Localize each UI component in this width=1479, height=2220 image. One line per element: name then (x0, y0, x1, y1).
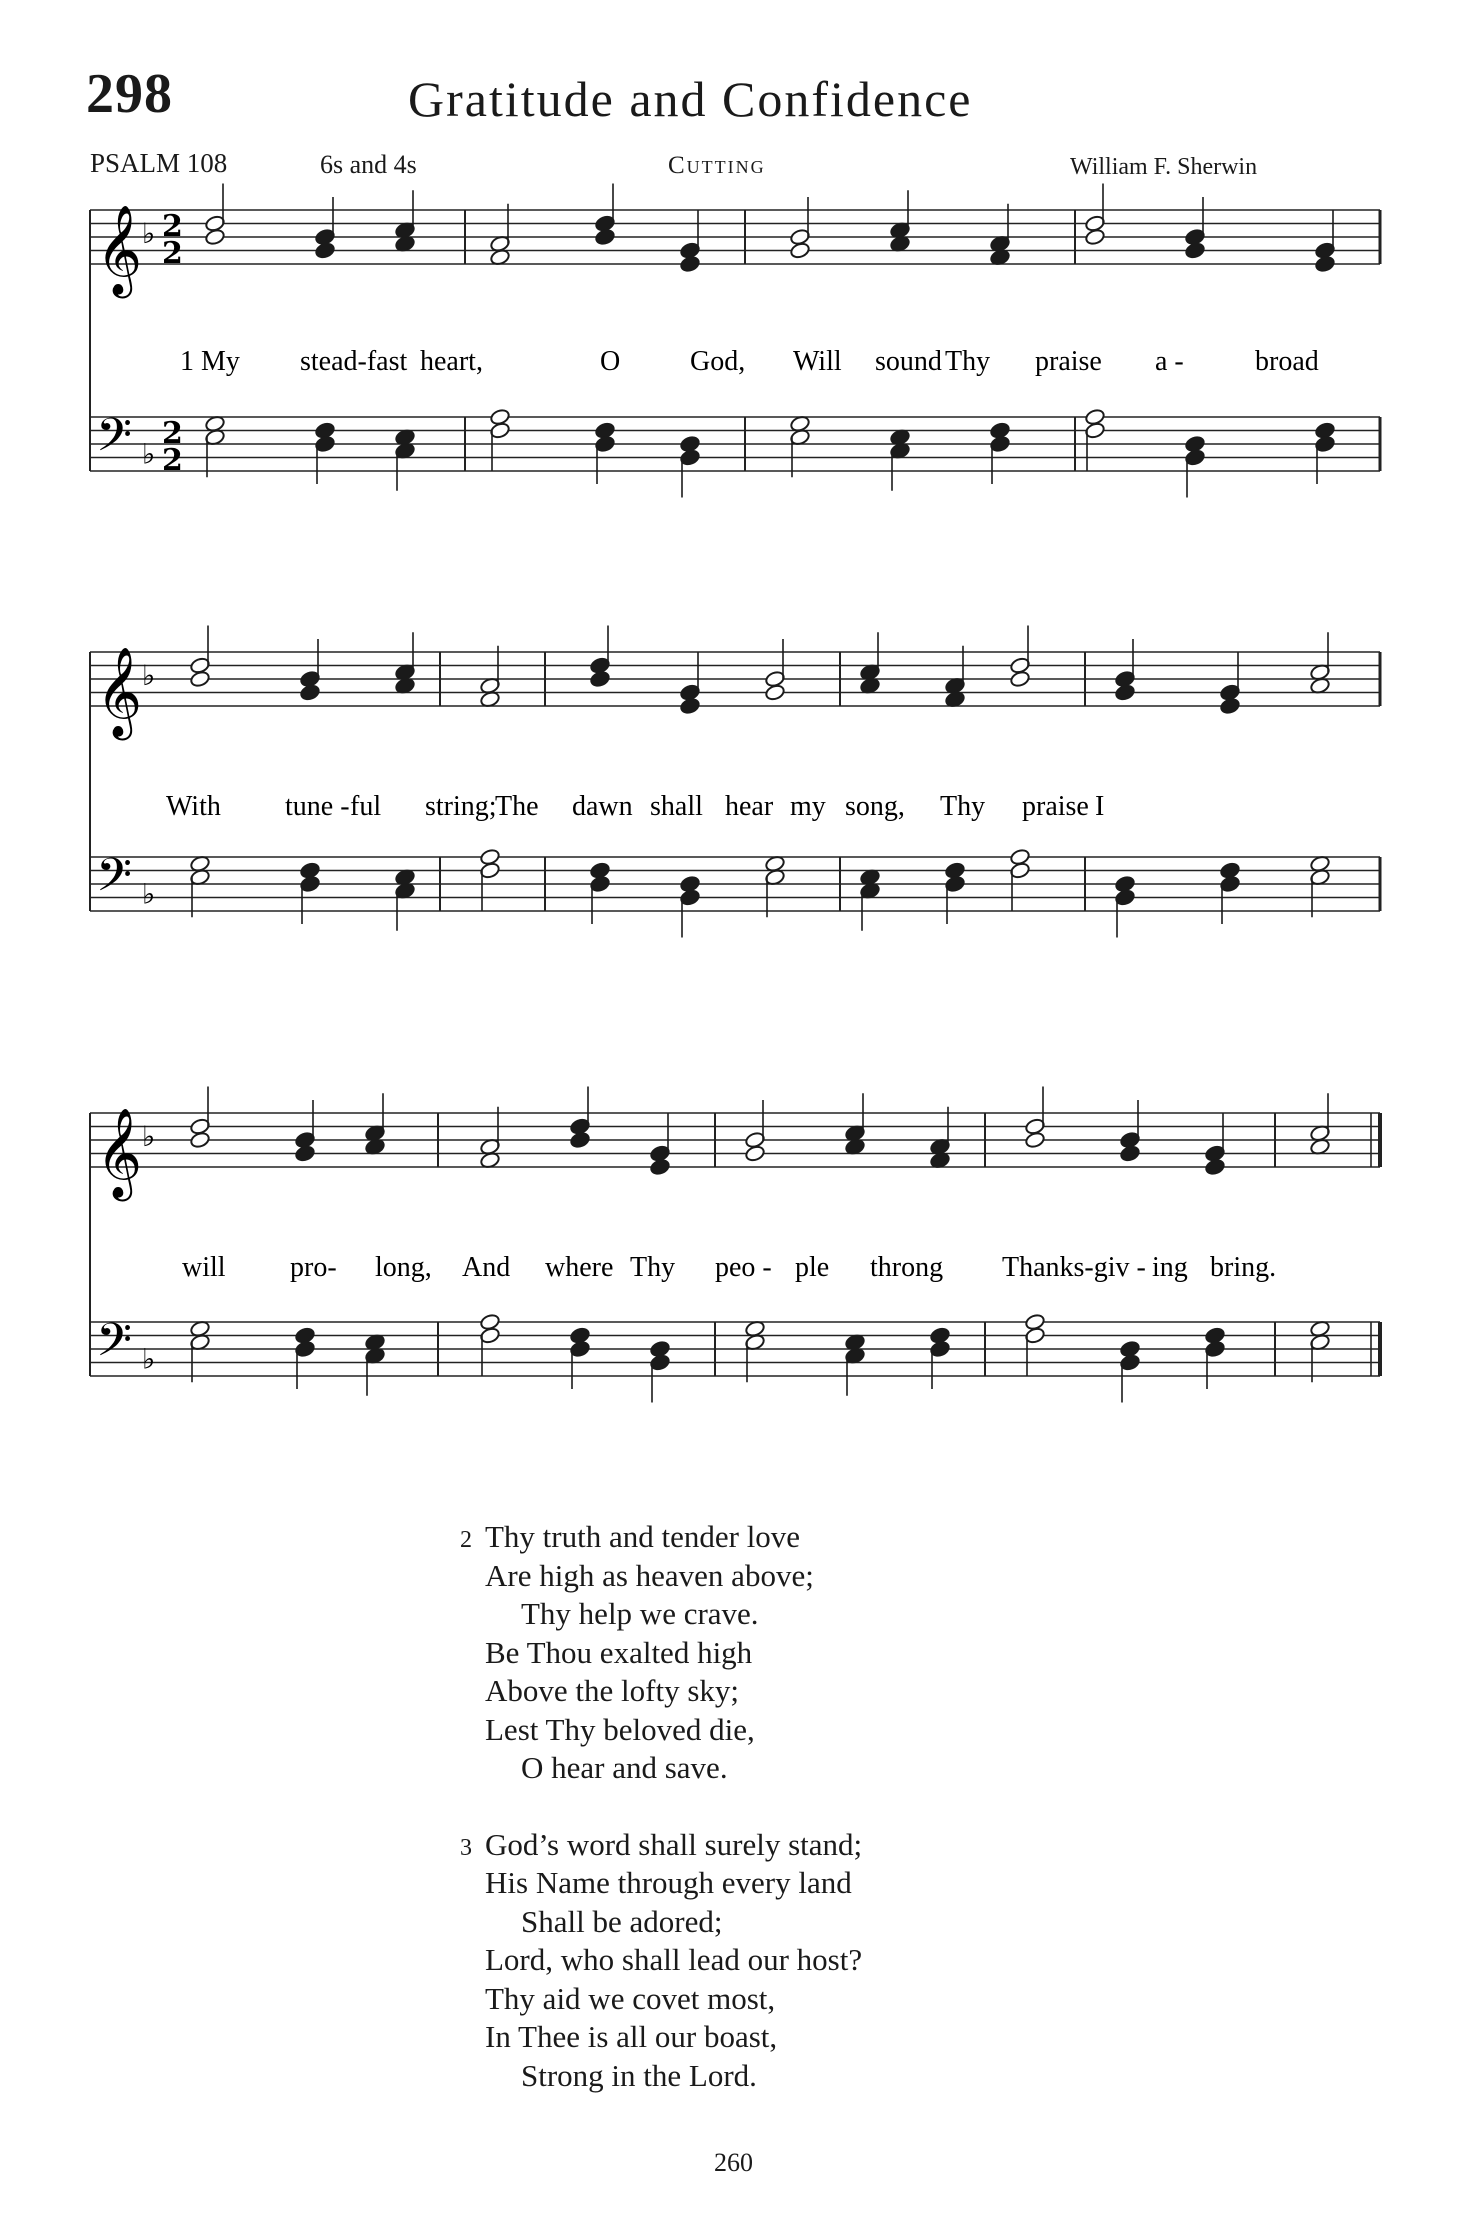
note-head (1114, 683, 1135, 701)
music-system (90, 1087, 1380, 1403)
verse-3 (460, 1826, 863, 2096)
note-head (1119, 1144, 1140, 1162)
lyric-syllable: pro- (290, 1252, 337, 1283)
note-head (649, 1158, 670, 1176)
verse-line: Lest Thy beloved die, (485, 1711, 755, 1747)
verse-line: Lord, who shall lead our host? (485, 1942, 863, 1977)
note-head (1314, 255, 1335, 273)
flat-icon: ♭ (142, 659, 156, 692)
lyric-syllable: Thanks-giv - (1002, 1252, 1146, 1283)
lyric-syllable: 1 My (180, 346, 240, 377)
composer: William F. Sherwin (1070, 154, 1258, 180)
note-head (1009, 670, 1030, 688)
treble-clef-icon: 𝄞 (96, 205, 143, 295)
note-head (314, 241, 335, 259)
verse-line: 2 Thy truth and tender love (485, 1518, 862, 1557)
verse-number: 2 (460, 1527, 472, 1553)
lyric-syllable: will (182, 1252, 226, 1283)
note-head (764, 683, 785, 701)
note-head (569, 1131, 590, 1149)
lyric-syllable: ful (350, 791, 382, 822)
lyric-syllable: song, (845, 791, 905, 822)
note-head (1024, 1131, 1045, 1149)
verse-line: Are high as heaven above; (485, 1557, 814, 1593)
verse-line: O hear and save. (521, 1750, 728, 1785)
note-head (679, 697, 700, 715)
flat-icon: ♭ (142, 1120, 156, 1153)
verse-line: 3 God’s word shall surely stand; (485, 1826, 862, 1865)
note-head (744, 1144, 765, 1162)
verse-line: Shall be adored; (521, 1903, 723, 1939)
lyric-syllable: And (462, 1252, 511, 1283)
note-head (189, 1131, 210, 1149)
lyric-syllable: God, (690, 346, 746, 377)
flat-icon: ♭ (142, 877, 156, 911)
lyric-syllable: praise (1035, 346, 1102, 377)
lyric-syllable: dawn (572, 791, 633, 822)
treble-clef-icon: 𝄞 (96, 647, 143, 737)
hymn-number: 298 (86, 63, 173, 125)
time-signature: 2 (162, 236, 183, 271)
note-head (1219, 697, 1240, 715)
lyric-syllable: The (495, 791, 539, 822)
note-head (1084, 228, 1105, 246)
tune-name: Cutting (668, 152, 766, 179)
lyric-syllable: a - (1155, 346, 1184, 377)
lyric-syllable: bring. (1210, 1252, 1277, 1283)
lyric-syllable: Thy (945, 346, 991, 377)
lyric-syllable: heart, (420, 346, 483, 377)
lyric-syllable: I (1095, 791, 1105, 822)
note-head (189, 670, 210, 688)
lyric-syllable: throng (870, 1252, 944, 1283)
flat-icon: ♭ (142, 1342, 156, 1376)
time-signature: 2 (162, 443, 183, 478)
lyric-syllable: ing (1152, 1252, 1188, 1283)
verse-line: Thy aid we covet most, (485, 1980, 776, 2016)
lyric-syllable: broad (1255, 346, 1319, 377)
flat-icon: ♭ (142, 437, 156, 471)
bass-clef-icon: 𝄢 (96, 1313, 133, 1379)
music-system (90, 626, 1380, 938)
lyric-syllable: tune - (285, 791, 350, 822)
note-head (589, 670, 610, 688)
time-signature: 2 (162, 416, 183, 451)
note-head (294, 1144, 315, 1162)
psalm-reference: PSALM 108 (90, 148, 228, 178)
time-signature: 2 (162, 209, 183, 244)
lyric-syllable: where (545, 1252, 614, 1283)
lyric-syllable: praise (1022, 791, 1089, 822)
lyric-syllable: my (790, 791, 826, 822)
lyric-syllable: Thy (630, 1252, 676, 1283)
lyric-syllable: ple (795, 1252, 830, 1283)
hymn-title: Gratitude and Confidence (408, 71, 973, 127)
verse-line: Thy help we crave. (521, 1596, 759, 1631)
lyric-syllable: With (166, 791, 221, 822)
meter: 6s and 4s (320, 150, 417, 179)
verse-line: Be Thou exalted high (485, 1634, 753, 1670)
verse-line: Strong in the Lord. (521, 2057, 757, 2093)
verse-line: Above the lofty sky; (485, 1673, 739, 1708)
treble-clef-icon: 𝄞 (96, 1108, 143, 1198)
lyric-syllable: string; (425, 791, 497, 822)
verse-line: His Name through every land (485, 1865, 852, 1900)
lyric-syllable: stead-fast (300, 346, 408, 377)
note-head (679, 255, 700, 273)
note-head (1204, 1158, 1225, 1176)
bass-clef-icon: 𝄢 (96, 848, 133, 914)
verse-2 (460, 1518, 862, 1788)
lyric-syllable: sound (875, 346, 942, 377)
lyric-syllable: long, (375, 1252, 432, 1283)
lyric-syllable: peo - (715, 1252, 772, 1283)
note-head (594, 228, 615, 246)
lyric-syllable: O (600, 346, 621, 377)
lyric-syllable: hear (725, 791, 774, 822)
note-head (789, 241, 810, 259)
note-head (1184, 241, 1205, 259)
music-system (90, 184, 1380, 498)
lyric-syllable: Thy (940, 791, 986, 822)
note-head (204, 228, 225, 246)
page-number: 260 (714, 2148, 753, 2177)
note-head (299, 683, 320, 701)
bass-clef-icon: 𝄢 (96, 408, 133, 474)
lyric-syllable: shall (650, 791, 703, 822)
verses (460, 1518, 863, 2133)
lyric-syllable: Will (793, 346, 842, 377)
flat-icon: ♭ (142, 217, 156, 250)
verse-line: In Thee is all our boast, (485, 2019, 778, 2054)
verse-number: 3 (460, 1834, 472, 1861)
